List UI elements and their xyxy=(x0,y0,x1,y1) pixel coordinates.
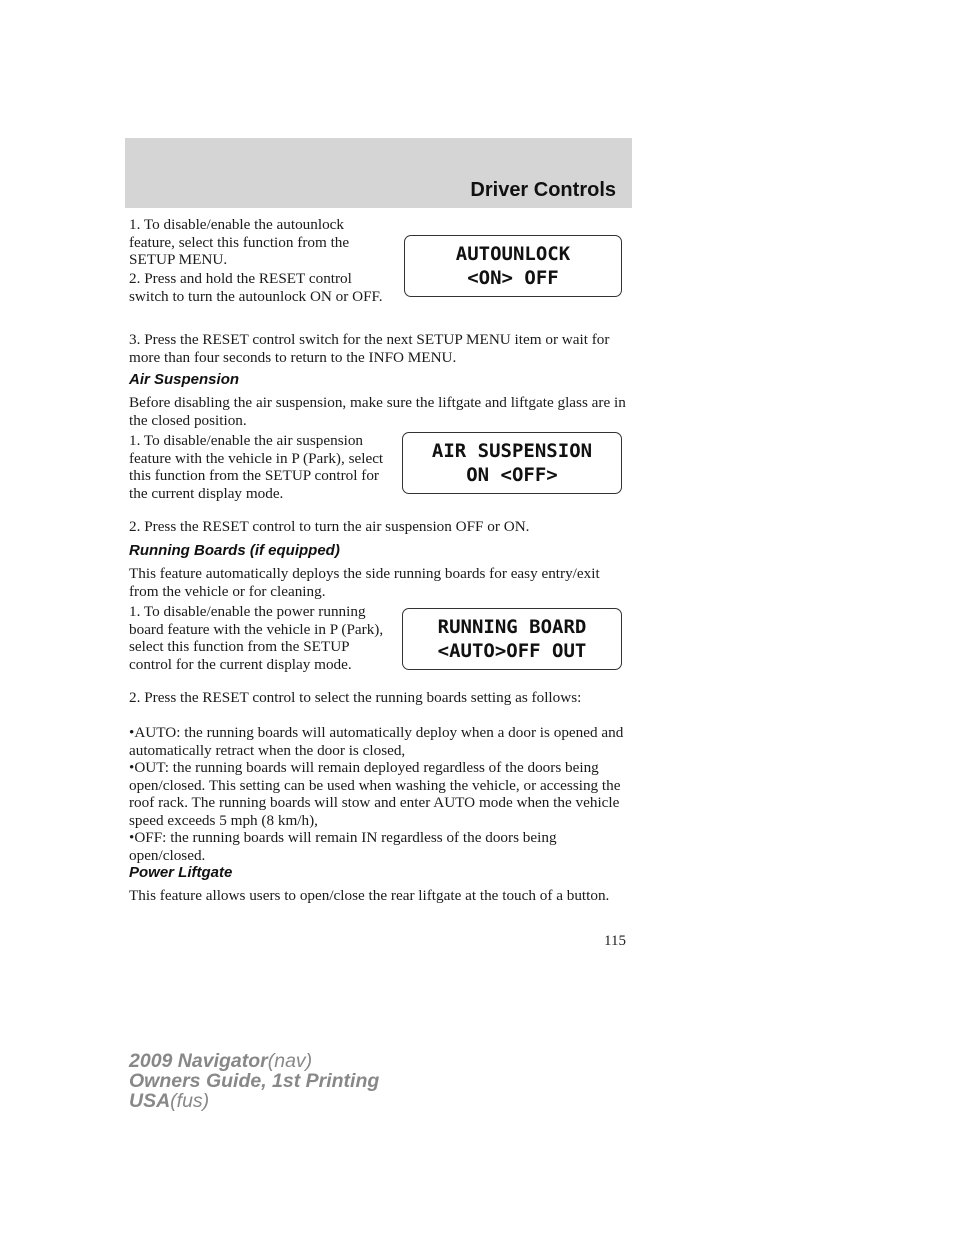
section-header-band xyxy=(125,138,632,208)
running-boards-bullet-auto: •AUTO: the running boards will automatically deploy when a door is opened and automatically retract when the door is closed, xyxy=(129,724,624,759)
air-suspension-display xyxy=(402,432,622,494)
autounlock-step-3: 3. Press the RESET control switch for the next SETUP MENU item or wait for more than four seconds to return to the INFO MENU. xyxy=(129,331,610,366)
running-boards-step-2: 2. Press the RESET control to select the running boards setting as follows: xyxy=(129,689,582,706)
autounlock-step-2: 2. Press and hold the RESET control switch to turn the autounlock ON or OFF. xyxy=(129,270,383,305)
footer-model: 2009 Navigator xyxy=(129,1050,268,1072)
air-suspension-intro: Before disabling the air suspension, make sure the liftgate and liftgate glass are in the closed position. xyxy=(129,394,626,429)
running-boards-heading: Running Boards (if equipped) xyxy=(129,542,340,559)
running-boards-intro: This feature automatically deploys the side running boards for easy entry/exit from the vehicle or for cleaning. xyxy=(129,565,600,600)
power-liftgate-intro: This feature allows users to open/close the rear liftgate at the touch of a button. xyxy=(129,887,610,904)
running-board-display-line2: <AUTO>OFF OUT xyxy=(437,640,587,662)
running-boards-step-1: 1. To disable/enable the power running board feature with the vehicle in P (Park), select this function from the SETUP control for the current display mode. xyxy=(129,603,384,673)
autounlock-display-line1: AUTOUNLOCK xyxy=(455,243,571,265)
air-suspension-display-line1: AIR SUSPENSION xyxy=(431,440,593,462)
page-number: 115 xyxy=(604,933,626,949)
running-board-display xyxy=(402,608,622,670)
autounlock-display-line2: <ON> OFF xyxy=(467,267,559,289)
air-suspension-heading: Air Suspension xyxy=(129,371,240,388)
footer-guide: Owners Guide, 1st Printing xyxy=(129,1070,380,1092)
footer-market-code: (fus) xyxy=(170,1090,210,1112)
footer-model-code: (nav) xyxy=(267,1050,313,1072)
running-boards-bullet-out: •OUT: the running boards will remain deployed regardless of the doors being open/closed. This setting can be used when washing the vehicle, or accessing the roof rack. The running boards will stow and enter AUTO mode when the vehicle speed exceeds 5 mph (8 km/h), xyxy=(129,759,621,829)
power-liftgate-heading: Power Liftgate xyxy=(129,864,233,881)
autounlock-display xyxy=(404,235,622,297)
running-boards-bullet-off: •OFF: the running boards will remain IN regardless of the doors being open/closed. xyxy=(129,829,557,864)
air-suspension-display-line2: ON <OFF> xyxy=(466,464,558,486)
section-title: Driver Controls xyxy=(470,179,616,201)
air-suspension-step-1: 1. To disable/enable the air suspension feature with the vehicle in P (Park), select this function from the SETUP control for the current display mode. xyxy=(129,432,384,502)
air-suspension-step-2: 2. Press the RESET control to turn the air suspension OFF or ON. xyxy=(129,518,530,535)
document-footer xyxy=(129,1051,379,1111)
running-board-display-line1: RUNNING BOARD xyxy=(437,616,587,638)
autounlock-step-1: 1. To disable/enable the autounlock feature, select this function from the SETUP MENU. xyxy=(129,216,350,268)
footer-market: USA xyxy=(129,1090,171,1112)
